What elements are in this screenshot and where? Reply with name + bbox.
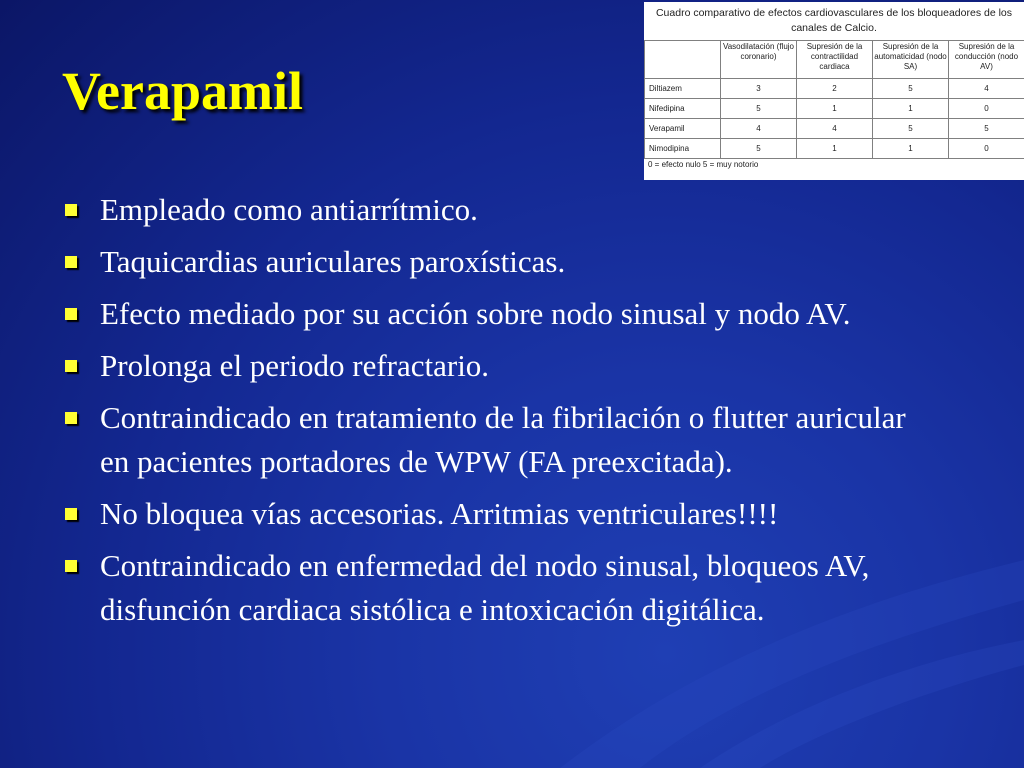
bullet-item xyxy=(62,344,942,388)
table-header-cell: Supresión de la contractilidad cardiaca xyxy=(797,41,873,79)
table-cell: 5 xyxy=(949,119,1024,139)
table-cell-drug: Diltiazem xyxy=(645,79,721,99)
square-bullet-icon xyxy=(65,360,77,372)
table-row xyxy=(645,99,1024,119)
table-header-cell: Supresión de la automaticidad (nodo SA) xyxy=(873,41,949,79)
bullet-text: Contraindicado en enfermedad del nodo sinusal, bloqueos AV, disfunción cardiaca sistólica e intoxicación digitálica. xyxy=(100,548,870,627)
table-cell: 1 xyxy=(873,139,949,159)
table-caption: Cuadro comparativo de efectos cardiovasculares de los bloqueadores de los canales de Calcio. xyxy=(655,7,1013,34)
bullet-item xyxy=(62,492,942,536)
table-cell: 0 xyxy=(949,99,1024,119)
table-header-cell: Supresión de la conducción (nodo AV) xyxy=(949,41,1024,79)
bullet-text: Taquicardias auriculares paroxísticas. xyxy=(100,244,566,279)
table-cell: 4 xyxy=(797,119,873,139)
table-cell: 5 xyxy=(721,99,797,119)
table-cell: 3 xyxy=(721,79,797,99)
table-header-cell xyxy=(645,41,721,79)
table-cell: 4 xyxy=(949,79,1024,99)
table-cell: 5 xyxy=(873,79,949,99)
bullet-text: Empleado como antiarrítmico. xyxy=(100,192,478,227)
comparison-table-image xyxy=(644,2,1024,180)
table-cell: 4 xyxy=(721,119,797,139)
bullet-item xyxy=(62,292,942,336)
bullet-item xyxy=(62,188,942,232)
comparison-table xyxy=(644,40,1024,159)
table-cell-drug: Verapamil xyxy=(645,119,721,139)
table-header-cell: Vasodilatación (flujo coronario) xyxy=(721,41,797,79)
bullet-text: Efecto mediado por su acción sobre nodo sinusal y nodo AV. xyxy=(100,296,851,331)
table-row xyxy=(645,119,1024,139)
slide-title: Verapamil xyxy=(62,61,303,121)
table-cell: 1 xyxy=(797,139,873,159)
table-cell: 5 xyxy=(873,119,949,139)
square-bullet-icon xyxy=(65,204,77,216)
square-bullet-icon xyxy=(65,308,77,320)
table-legend-note: 0 = efecto nulo 5 = muy notorio xyxy=(648,160,759,169)
bullet-text: Prolonga el periodo refractario. xyxy=(100,348,490,383)
square-bullet-icon xyxy=(65,256,77,268)
table-header-row xyxy=(645,41,1024,79)
square-bullet-icon xyxy=(65,508,77,520)
table-cell: 1 xyxy=(873,99,949,119)
table-row xyxy=(645,79,1024,99)
table-cell: 0 xyxy=(949,139,1024,159)
bullet-item xyxy=(62,544,942,632)
square-bullet-icon xyxy=(65,560,77,572)
table-cell: 5 xyxy=(721,139,797,159)
table-cell-drug: Nifedipina xyxy=(645,99,721,119)
bullet-list xyxy=(62,188,942,640)
bullet-text: No bloquea vías accesorias. Arritmias ventriculares!!!! xyxy=(100,496,779,531)
table-cell-drug: Nimodipina xyxy=(645,139,721,159)
table-row xyxy=(645,139,1024,159)
square-bullet-icon xyxy=(65,412,77,424)
bullet-item xyxy=(62,396,942,484)
table-cell: 2 xyxy=(797,79,873,99)
bullet-text: Contraindicado en tratamiento de la fibrilación o flutter auricular en pacientes portadores de WPW (FA preexcitada). xyxy=(100,400,906,479)
bullet-item xyxy=(62,240,942,284)
table-cell: 1 xyxy=(797,99,873,119)
